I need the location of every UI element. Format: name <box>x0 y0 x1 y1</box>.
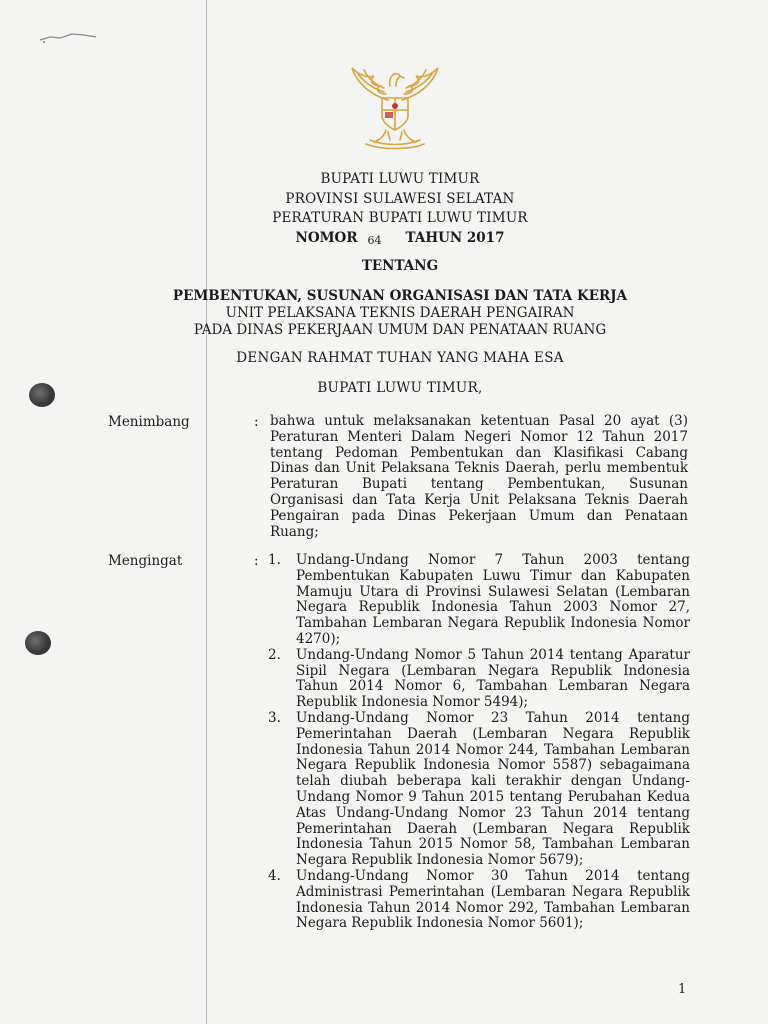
nomor-label: NOMOR <box>295 229 358 246</box>
menimbang-text: bahwa untuk melaksanakan ketentuan Pasal 20 ayat (3) Peraturan Menteri Dalam Negeri Nomor 12 Tahun 2017 tentang Pedoman Pembentukan dan Klasifikasi Cabang Dinas dan Unit Pelaksana Teknis Daerah, perlu membentuk Peraturan Bupati tentang Pembentukan, Susunan Organisasi dan Tata Kerja Unit Pelaksana Teknis Daerah Pengairan pada Dinas Pekerjaan Umum dan Penataan Ruang; <box>270 413 688 540</box>
title-line-1: PEMBENTUKAN, SUSUNAN ORGANISASI DAN TATA KERJA <box>172 288 628 304</box>
menimbang-colon: : <box>254 414 259 430</box>
list-item-text: Undang-Undang Nomor 30 Tahun 2014 tentang Administrasi Pemerintahan (Lembaran Negara Republik Indonesia Tahun 2014 Nomor 292, Tambahan Lembaran Negara Republik Indonesia Nomor 5601); <box>296 867 690 932</box>
list-item-number: 2. <box>268 646 281 663</box>
scan-fold-line <box>206 0 207 1024</box>
punch-hole-bottom <box>25 631 51 655</box>
menimbang-label: Menimbang <box>108 414 190 430</box>
mengingat-label: Mengingat <box>108 553 183 569</box>
list-item-text: Undang-Undang Nomor 23 Tahun 2014 tentang Pemerintahan Daerah (Lembaran Negara Republik Indonesia Tahun 2014 Nomor 244, Tambahan Lembaran Negara Republik Indonesia Nomor 5587) sebagaimana telah diubah beberapa kali terakhir dengan Undang-Undang Nomor 9 Tahun 2015 tentang Perubahan Kedua Atas Undang-Undang Nomor 23 Tahun 2014 tentang Pemerintahan Daerah (Lembaran Negara Republik Indonesia Tahun 2015 Nomor 58, Tambahan Lembaran Negara Republik Indonesia Nomor 5679); <box>296 709 690 869</box>
regulation-title <box>100 288 700 339</box>
garuda-emblem-icon <box>344 60 446 152</box>
header-number-row <box>200 229 600 248</box>
scan-smudge-mark <box>38 30 100 44</box>
nomor-value: 64 <box>367 233 382 247</box>
header-line-regent: BUPATI LUWU TIMUR <box>320 171 480 187</box>
header-line-province: PROVINSI SULAWESI SELATAN <box>285 190 515 207</box>
list-item <box>268 869 690 932</box>
mengingat-colon: : <box>254 553 259 569</box>
title-line-2: UNIT PELAKSANA TEKNIS DAERAH PENGAIRAN <box>225 305 575 321</box>
document-header <box>200 170 600 248</box>
tentang-heading: TENTANG <box>361 258 439 274</box>
title-line-3: PADA DINAS PEKERJAAN UMUM DAN PENATAAN RUANG <box>193 322 607 338</box>
mengingat-list <box>268 553 690 932</box>
list-item-text: Undang-Undang Nomor 5 Tahun 2014 tentang Aparatur Sipil Negara (Lembaran Negara Republik Indonesia Tahun 2014 Nomor 6, Tambahan Lembaran Negara Republik Indonesia Nomor 5494); <box>296 646 690 711</box>
list-item <box>268 711 690 869</box>
list-item <box>268 648 690 711</box>
page-number: 1 <box>678 982 687 997</box>
list-item <box>268 553 690 648</box>
bupati-line: BUPATI LUWU TIMUR, <box>317 380 483 396</box>
list-item-number: 3. <box>268 709 281 726</box>
list-item-number: 1. <box>268 552 281 568</box>
list-item-number: 4. <box>268 867 281 884</box>
punch-hole-top <box>29 383 55 407</box>
list-item-text: Undang-Undang Nomor 7 Tahun 2003 tentang Pembentukan Kabupaten Luwu Timur dan Kabupaten Mamuju Utara di Provinsi Sulawesi Selatan (Lembaran Negara Republik Indonesia Tahun 2003 Nomor 27, Tambahan Lembaran Negara Republik Indonesia Nomor 4270); <box>296 552 690 647</box>
header-line-regulation: PERATURAN BUPATI LUWU TIMUR <box>272 210 528 226</box>
tahun-label: TAHUN 2017 <box>405 229 505 246</box>
rahmat-line: DENGAN RAHMAT TUHAN YANG MAHA ESA <box>236 350 564 366</box>
